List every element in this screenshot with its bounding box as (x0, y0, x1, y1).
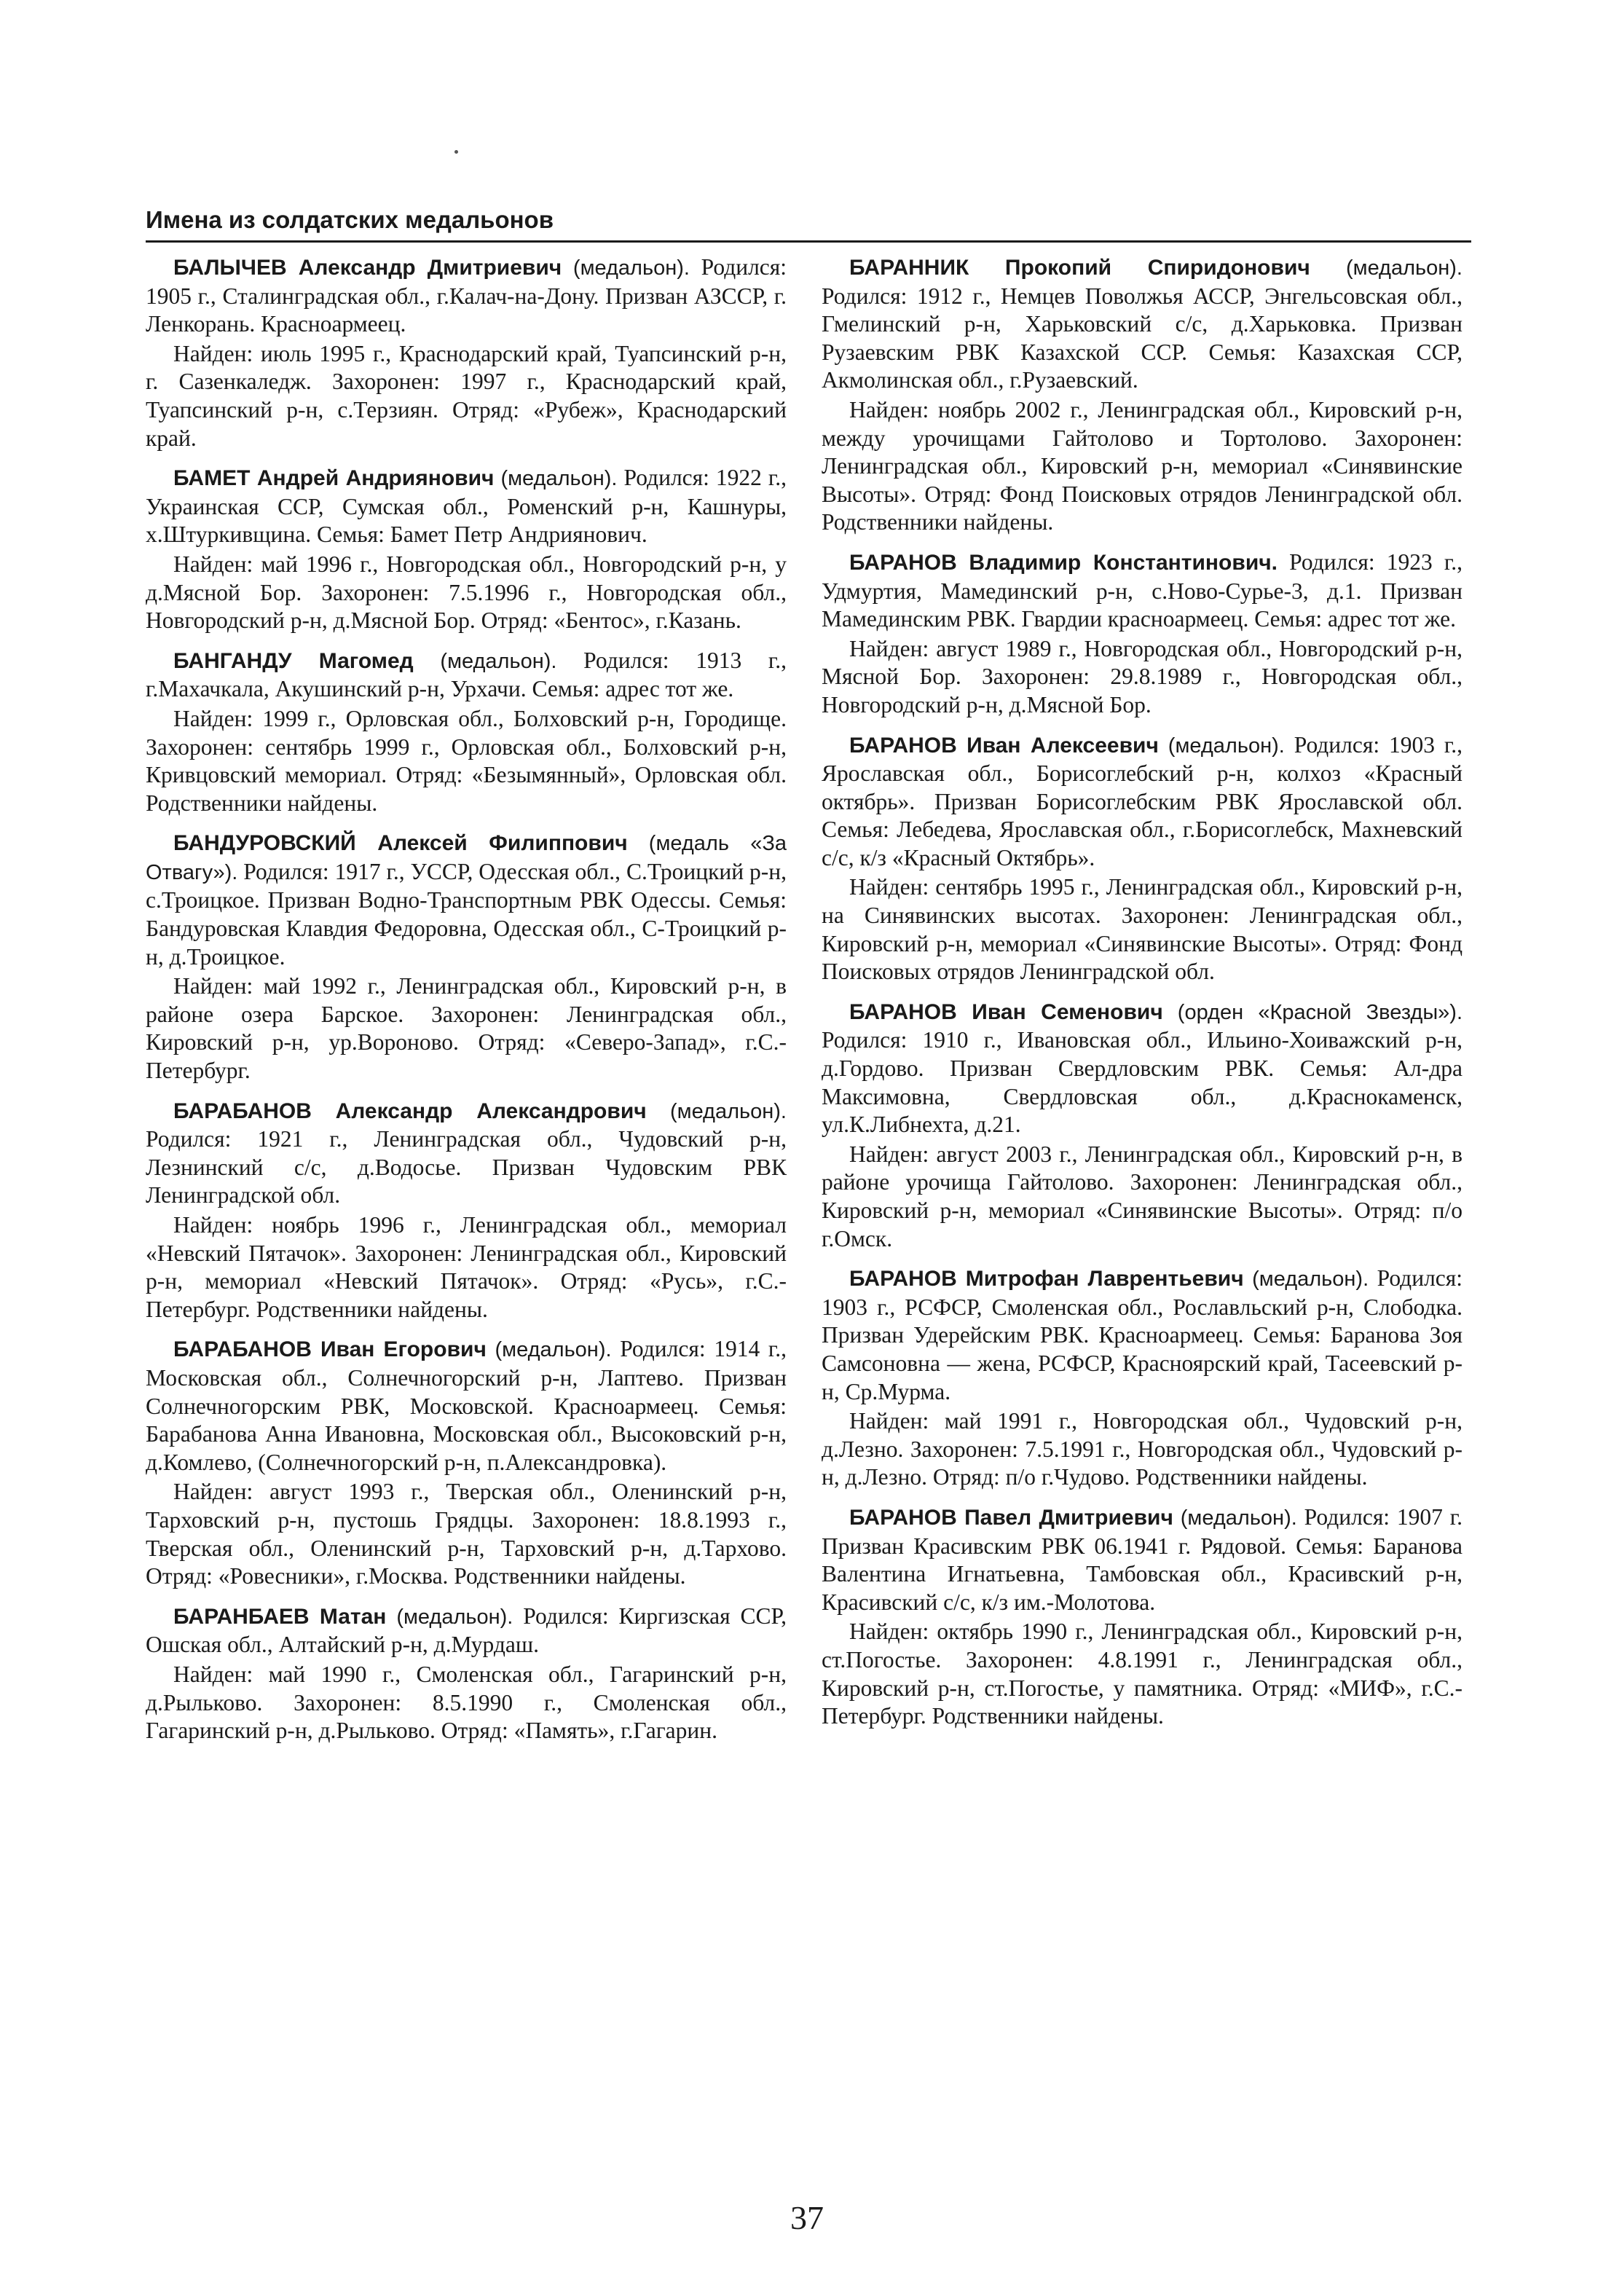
entry-award: (орден «Красной Звезды»). (1177, 1000, 1463, 1024)
entry-award: (медальон). (1168, 734, 1285, 758)
entry-name: БАНГАНДУ Магомед (173, 648, 414, 673)
entry-text (146, 1335, 787, 1477)
entry-award: (медальон). (500, 467, 618, 491)
entry-bio: Родился: Киргизская ССР, Ошская обл., Алтайский р-н, д.Мурдаш. (146, 1603, 787, 1658)
entry-details: Найден: август 1989 г., Новгородская обл., Новгородский р-н, Мясной Бор. Захоронен: 29.8.1989 г., Новгородская обл., Новгородский р-н, д.Мясной Бор. (822, 635, 1463, 718)
entry (822, 1503, 1463, 1731)
entry-award: (медальон). (669, 1099, 787, 1123)
entry-text (146, 647, 787, 704)
entry-name: БАЛЫЧЕВ Александр Дмитриевич (173, 256, 562, 280)
entry-award: (медальон). (572, 256, 690, 280)
entry (822, 253, 1463, 537)
entry-text (822, 998, 1463, 1139)
entry-text (822, 731, 1463, 873)
entry-name: БАРАННИК Прокопий Спиридонович (849, 256, 1310, 280)
entry (146, 1603, 787, 1745)
entry-details: Найден: август 2003 г., Ленинградская обл., Кировский р-н, в районе урочища Гайтолово. Захоронен: Ленинградская обл., Кировский р-н, мемориал «Синявинские Высоты». Отряд: п/о г.Омск. (822, 1141, 1463, 1251)
entry-award: (медальон). (1345, 256, 1463, 280)
entry-award: (медальон). (396, 1605, 513, 1629)
entry-award: (медальон). (440, 649, 557, 673)
entry-bio: Родился: 1905 г., Сталинградская обл., г.Калач-на-Дону. Призван АЗССР, г. Ленкорань. Красноармеец. (146, 254, 787, 337)
entry-bio: Родился: 1922 г., Украинская ССР, Сумская обл., Роменский р-н, Кашнуры, х.Штуркивщина. Семья: Бамет Петр Андриянович. (146, 465, 787, 548)
entry-bio: Родился: 1913 г., г.Махачкала, Акушинский р-н, Урхачи. Семья: адрес тот же. (146, 647, 787, 702)
entry-text (146, 1603, 787, 1659)
entry (146, 647, 787, 818)
entry-award: (медальон). (1252, 1267, 1369, 1292)
entry-details: Найден: май 1996 г., Новгородская обл., Новгородский р-н, у д.Мясной Бор. Захоронен: 7.5.1996 г., Новгородская обл., Новгородский р-н, д.Мясной Бор. Отряд: «Бентос», г.Казань. (146, 551, 787, 634)
entry-name: БАНДУРОВСКИЙ Алексей Филиппович (173, 831, 628, 856)
entry-text (822, 1503, 1463, 1616)
page-number: 37 (790, 2199, 824, 2236)
entry-text (146, 253, 787, 339)
entry-bio: Родился: 1914 г., Московская обл., Солнечногорский р-н, Лаптево. Призван Солнечногорским РВК, Московской. Красноармеец. Семья: Барабанова Анна Ивановна, Московская обл., Высоковский р-н, д.Комлево, (Солнечногорский р-н, п.Александровка). (146, 1336, 787, 1475)
entry-name: БАРАБАНОВ Александр Александрович (173, 1098, 647, 1123)
entry-name: БАРАНБАЕВ Матан (173, 1604, 387, 1629)
running-header: Имена из солдатских медальонов (146, 206, 554, 233)
entry-details: Найден: сентябрь 1995 г., Ленинградская обл., Кировский р-н, на Синявинских высотах. Захоронен: Ленинградская обл., Кировский р-н, мемориал «Синявинские Высоты». Отряд: Фонд Поисковых отрядов Ленинградской обл. (822, 874, 1463, 985)
entry (146, 1335, 787, 1590)
entry-name: БАРАНОВ Иван Алексеевич (849, 733, 1159, 758)
entry-name: БАРАНОВ Владимир Константинович. (849, 550, 1278, 575)
entry-details: Найден: май 1992 г., Ленинградская обл., Кировский р-н, в районе озера Барское. Захоронен: Ленинградская обл., Кировский р-н, ур.Вороново. Отряд: «Северо-Запад», г.С.-Петербург. (146, 973, 787, 1084)
entry-bio: Родился: 1903 г., Ярославская обл., Борисоглебский р-н, колхоз «Красный октябрь». Призван Борисоглебским РВК Ярославской обл. Семья: Лебедева, Ярославская обл., г.Борисоглебск, Махневский с/с, к/з «Красный Октябрь». (822, 731, 1463, 870)
entry-bio: Родился: 1917 г., УССР, Одесская обл., С.Троицкий р-н, с.Троицкое. Призван Водно-Транспортным РВК Одессы. Семья: Бандуровская Клавдия Федоровна, Одесская обл., С-Троицкий р-н, д.Троицкое. (146, 858, 787, 970)
entry (146, 464, 787, 635)
header-rule (146, 240, 1471, 243)
right-column (822, 253, 1463, 1742)
entry-details: Найден: май 1991 г., Новгородская обл., Чудовский р-н, д.Лезно. Захоронен: 7.5.1991 г., Новгородская обл., Чудовский р-н, д.Лезно. Отряд: п/о г.Чудово. Родственники найдены. (822, 1408, 1463, 1490)
entry-text (146, 829, 787, 971)
entry-details: Найден: ноябрь 1996 г., Ленинградская обл., мемориал «Невский Пятачок». Захоронен: Ленинградская обл., Кировский р-н, мемориал «Невский Пятачок». Отряд: «Русь», г.С.-Петербург. Родственники найдены. (146, 1212, 787, 1322)
entry-details: Найден: октябрь 1990 г., Ленинградская обл., Кировский р-н, ст.Погостье. Захоронен: 4.8.1991 г., Ленинградская обл., Кировский р-н, ст.Погостье, у памятника. Отряд: «МИФ», г.С.-Петербург. Родственники найдены. (822, 1619, 1463, 1729)
entry-bio: Родился: 1912 г., Немцев Поволжья АССР, Энгельсовская обл., Гмелинский р-н, Харьковский с/с, д.Харьковка. Призван Рузаевским РВК Казахской ССР. Семья: Казахская ССР, Акмолинская обл., г.Рузаевский. (822, 283, 1463, 393)
entry-name: БАРАНОВ Павел Дмитриевич (849, 1505, 1173, 1530)
entry-award: (медальон). (1180, 1506, 1297, 1530)
entry-bio: Родился: 1910 г., Ивановская обл., Ильино-Хоиважский р-н, д.Гордово. Призван Свердловским РВК. Семья: Ал-дра Максимовна, Свердловская обл., д.Краснокаменск, ул.К.Либнехта, д.21. (822, 1027, 1463, 1138)
entry-name: БАМЕТ Андрей Андриянович (173, 466, 495, 491)
entry-text (822, 1265, 1463, 1406)
entry (822, 1265, 1463, 1492)
entry-name: БАРАБАНОВ Иван Егорович (173, 1337, 487, 1362)
entry-bio: Родился: 1903 г., РСФСР, Смоленская обл., Рославльский р-н, Слободка. Призван Удерейским РВК. Красноармеец. Семья: Баранова Зоя Самсоновна — жена, РСФСР, Красноярский край, Тасеевский р-н, Ср.Мурма. (822, 1265, 1463, 1404)
entry-bio: Родился: 1907 г. Призван Красивским РВК 06.1941 г. Рядовой. Семья: Баранова Валентина Игнатьевна, Тамбовская обл., Красивский р-н, Красивский с/с, к/з им.-Молотова. (822, 1503, 1463, 1615)
left-column (146, 253, 787, 1757)
entry-bio: Родился: 1923 г., Удмуртия, Мамединский р-н, с.Ново-Сурье-3, д.1. Призван Мамединским РВК. Гвардии красноармеец. Семья: адрес тот же. (822, 549, 1463, 632)
entry (146, 253, 787, 452)
entry (822, 549, 1463, 720)
entry-details: Найден: ноябрь 2002 г., Ленинградская обл., Кировский р-н, между урочищами Гайтолово и Тортолово. Захоронен: Ленинградская обл., Кировский р-н, мемориал «Синявинские Высоты». Отряд: Фонд Поисковых отрядов Ленинградской обл. Родственники найдены. (822, 396, 1463, 535)
entry-details: Найден: август 1993 г., Тверская обл., Оленинский р-н, Тарховский р-н, пустошь Грядцы. Захоронен: 18.8.1993 г., Тверская обл., Оленинский р-н, Тарховский р-н, д.Тархово. Отряд: «Ровесники», г.Москва. Родственники найдены. (146, 1479, 787, 1589)
entry-text (822, 253, 1463, 395)
entry-text (146, 1097, 787, 1210)
entry-award: (медальон). (495, 1338, 612, 1362)
entry-text (146, 464, 787, 549)
entry (822, 731, 1463, 986)
entry-award: (медаль «За Отвагу»). (146, 832, 787, 884)
stray-mark (454, 150, 458, 154)
entry-details: Найден: июль 1995 г., Краснодарский край, Туапсинский р-н, г. Сазенкаледж. Захоронен: 1997 г., Краснодарский край, Туапсинский р-н, с.Терзиян. Отряд: «Рубеж», Краснодарский край. (146, 340, 787, 451)
entry-bio: Родился: 1921 г., Ленинградская обл., Чудовский р-н, Лезнинский с/с, д.Водосье. Призван Чудовским РВК Ленинградской обл. (146, 1126, 787, 1208)
entry-details: Найден: 1999 г., Орловская обл., Болховский р-н, Городище. Захоронен: сентябрь 1999 г., Орловская обл., Болховский р-н, Кривцовский мемориал. Отряд: «Безымянный», Орловская обл. Родственники найдены. (146, 705, 787, 816)
entry (146, 829, 787, 1085)
entry (822, 998, 1463, 1253)
entry-name: БАРАНОВ Митрофан Лаврентьевич (849, 1267, 1244, 1292)
entry-details: Найден: май 1990 г., Смоленская обл., Гагаринский р-н, д.Рыльково. Захоронен: 8.5.1990 г., Смоленская обл., Гагаринский р-н, д.Рыльково. Отряд: «Память», г.Гагарин. (146, 1661, 787, 1744)
entry-text (822, 549, 1463, 634)
entry (146, 1097, 787, 1324)
entry-name: БАРАНОВ Иван Семенович (849, 999, 1163, 1024)
